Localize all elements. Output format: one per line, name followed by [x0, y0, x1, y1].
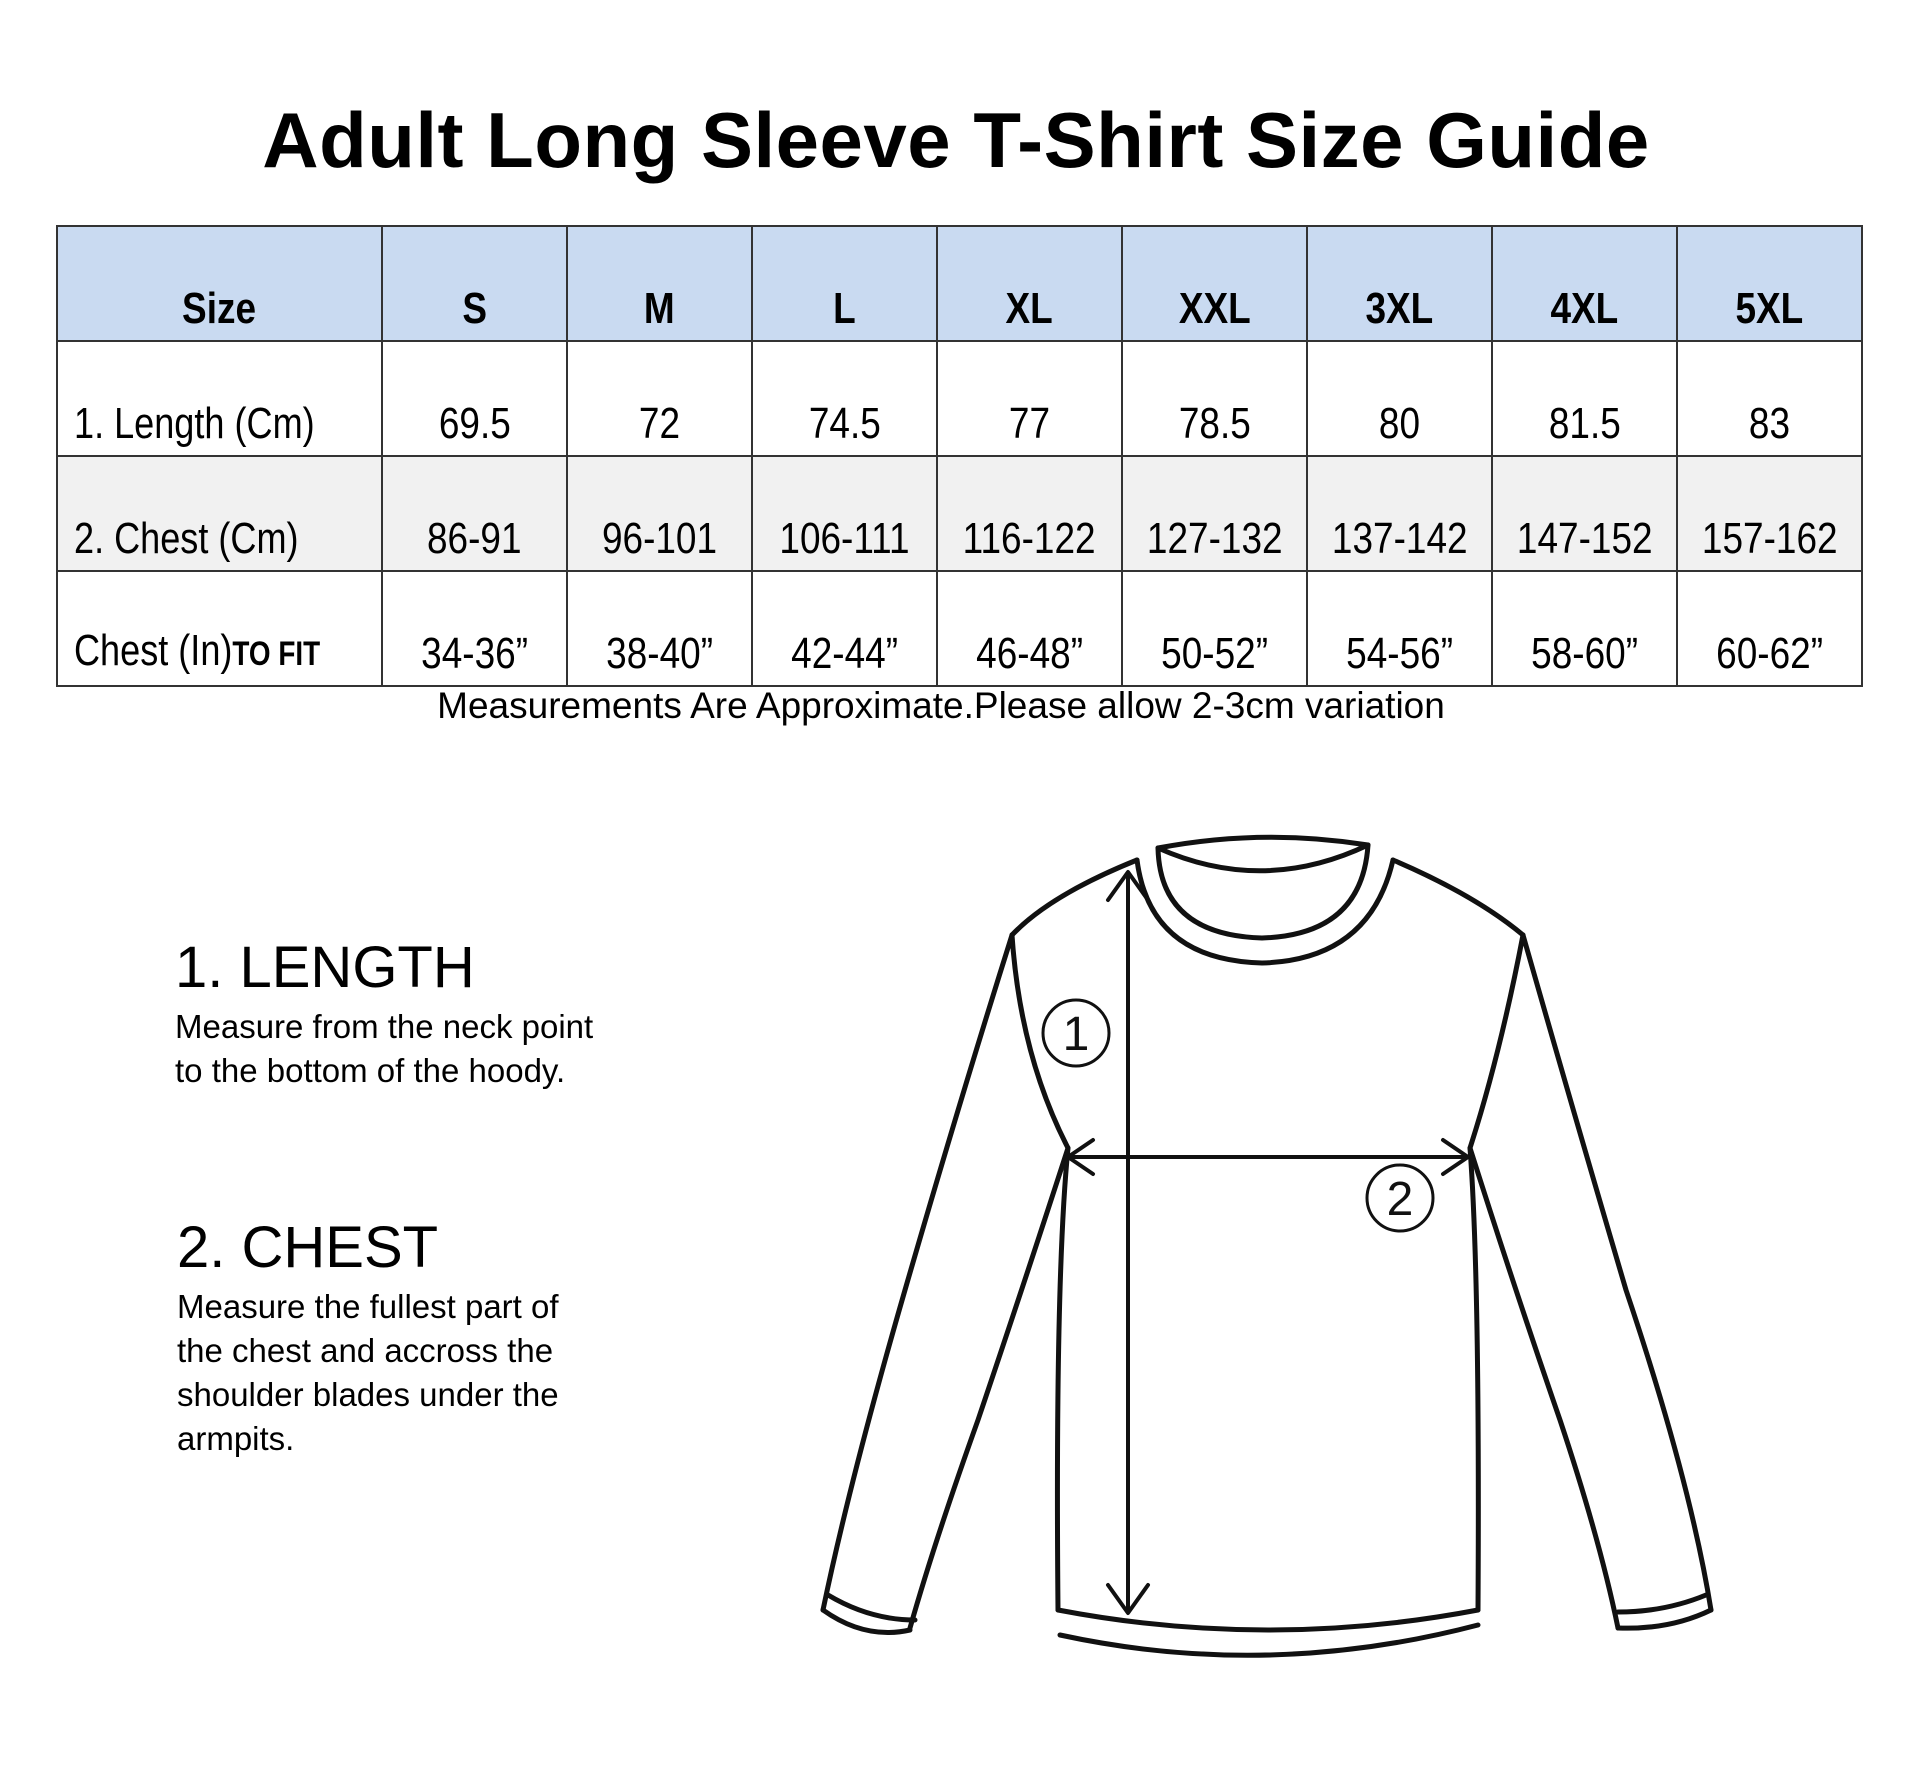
table-cell: 78.5 [1122, 341, 1307, 456]
chest-line: shoulder blades under the [177, 1376, 559, 1413]
table-cell: 127-132 [1122, 456, 1307, 571]
table-cell: 72 [567, 341, 752, 456]
length-line: Measure from the neck point [175, 1008, 594, 1045]
table-cell: 80 [1307, 341, 1492, 456]
hem-top [1058, 1610, 1478, 1630]
right-sleeve-outer [1523, 935, 1711, 1610]
collar-back [1158, 845, 1368, 871]
table-row-chest-in [57, 571, 1862, 686]
left-sleeve-outer [823, 935, 1012, 1610]
table-cell: 69.5 [382, 341, 567, 456]
marker-1-label: 1 [1062, 1008, 1090, 1061]
chest-description [177, 1285, 559, 1461]
length-guide [175, 935, 593, 1093]
body-left-side [1057, 1148, 1068, 1610]
table-cell: 54-56” [1307, 571, 1492, 686]
left-cuff-top [828, 1595, 915, 1620]
table-cell: 38-40” [567, 571, 752, 686]
table-cell: 157-162 [1677, 456, 1862, 571]
long-sleeve-shirt-diagram [810, 830, 1714, 1660]
page-title: Adult Long Sleeve T-Shirt Size Guide [262, 96, 1650, 184]
chest-guide [177, 1215, 559, 1461]
table-cell: 50-52” [1122, 571, 1307, 686]
marker-2-label: 2 [1386, 1173, 1414, 1226]
body-right-side [1470, 1148, 1478, 1610]
table-cell: 74.5 [752, 341, 937, 456]
header-cell: 5XL [1677, 226, 1862, 341]
table-cell: 147-152 [1492, 456, 1677, 571]
chest-line: Measure the fullest part of [177, 1288, 559, 1325]
table-cell: 60-62” [1677, 571, 1862, 686]
table-cell: 58-60” [1492, 571, 1677, 686]
table-cell: 34-36” [382, 571, 567, 686]
table-cell: 86-91 [382, 456, 567, 571]
table-cell: 46-48” [937, 571, 1122, 686]
table-cell: 96-101 [567, 456, 752, 571]
table-cell: 81.5 [1492, 341, 1677, 456]
header-cell: M [567, 226, 752, 341]
table-cell: 116-122 [937, 456, 1122, 571]
table-cell: 106-111 [752, 456, 937, 571]
table-cell: 42-44” [752, 571, 937, 686]
table-cell: 137-142 [1307, 456, 1492, 571]
right-sleeve-inner [1470, 935, 1618, 1628]
size-table [56, 225, 1863, 687]
row-label: 2. Chest (Cm) [57, 456, 382, 571]
chest-line: armpits. [177, 1420, 295, 1457]
measurement-note: Measurements Are Approximate.Please allow 2-3cm variation [437, 685, 1445, 726]
header-cell-size: Size [57, 226, 382, 341]
length-description [175, 1005, 593, 1093]
to-fit-label: TO FIT [232, 635, 321, 673]
chest-line: the chest and accross the [177, 1332, 554, 1369]
row-label-text: Chest (In) [74, 626, 233, 675]
length-line: to the bottom of the hoody. [175, 1052, 566, 1089]
header-cell: S [382, 226, 567, 341]
collar-outer [1158, 837, 1368, 848]
table-row-length [57, 341, 1862, 456]
header-cell: XL [937, 226, 1122, 341]
left-shoulder [1012, 860, 1137, 935]
row-label: 1. Length (Cm) [57, 341, 382, 456]
chest-heading: 2. CHEST [177, 1215, 439, 1280]
row-label [57, 571, 382, 686]
table-row-chest-cm [57, 456, 1862, 571]
header-cell: 3XL [1307, 226, 1492, 341]
right-shoulder [1393, 860, 1523, 935]
header-cell: XXL [1122, 226, 1307, 341]
table-header-row [57, 226, 1862, 341]
right-cuff-top [1618, 1595, 1706, 1612]
header-cell: 4XL [1492, 226, 1677, 341]
collar-inner [1137, 860, 1393, 963]
length-heading: 1. LENGTH [175, 935, 475, 1000]
table-cell: 77 [937, 341, 1122, 456]
header-cell: L [752, 226, 937, 341]
table-cell: 83 [1677, 341, 1862, 456]
